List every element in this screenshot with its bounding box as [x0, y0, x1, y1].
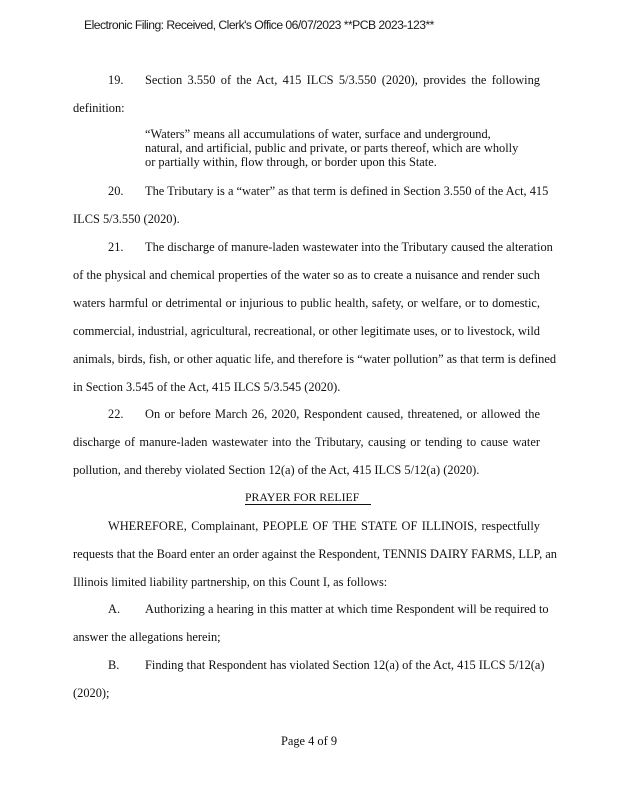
item-b-line-2: (2020);	[73, 686, 110, 700]
paragraph-20-line-1: The Tributary is a “water” as that term is defined in Section 3.550 of the Act, 415	[145, 184, 549, 198]
item-letter-b: B.	[108, 658, 120, 672]
paragraph-19-line-1: Section 3.550 of the Act, 415 ILCS 5/3.550 (2020), provides the following	[145, 73, 540, 87]
paragraph-21-line-6: in Section 3.545 of the Act, 415 ILCS 5/3.545 (2020).	[73, 380, 341, 394]
prayer-line-2: requests that the Board enter an order against the Respondent, TENNIS DAIRY FARMS, LLP, an	[73, 547, 557, 561]
paragraph-21-line-4: commercial, industrial, agricultural, recreational, or other legitimate uses, or to livestock, wild	[73, 324, 540, 338]
paragraph-number-20: 20.	[108, 184, 124, 198]
item-a-line-2: answer the allegations herein;	[73, 630, 221, 644]
paragraph-21-line-2: of the physical and chemical properties of the water so as to create a nuisance and render such	[73, 268, 540, 282]
block-quote-line-1: “Waters” means all accumulations of water, surface and underground,	[145, 127, 491, 141]
prayer-for-relief-heading	[245, 490, 371, 505]
block-quote-line-2: natural, and artificial, public and private, or parts thereof, which are wholly	[145, 141, 519, 155]
item-a-line-1: Authorizing a hearing in this matter at which time Respondent will be required to	[145, 602, 549, 616]
prayer-line-3: Illinois limited liability partnership, on this Count I, as follows:	[73, 575, 388, 589]
item-b-line-1: Finding that Respondent has violated Section 12(a) of the Act, 415 ILCS 5/12(a)	[145, 658, 545, 672]
paragraph-22-line-2: discharge of manure-laden wastewater into the Tributary, causing or tending to cause water	[73, 435, 540, 449]
paragraph-number-22: 22.	[108, 407, 124, 421]
item-letter-a: A.	[108, 602, 121, 616]
prayer-line-1: WHEREFORE, Complainant, PEOPLE OF THE STATE OF ILLINOIS, respectfully	[108, 519, 540, 533]
paragraph-20-line-2: ILCS 5/3.550 (2020).	[73, 212, 180, 226]
paragraph-number-19: 19.	[108, 73, 124, 87]
paragraph-21-line-1: The discharge of manure-laden wastewater into the Tributary caused the alteration	[145, 240, 553, 254]
paragraph-number-21: 21.	[108, 240, 124, 254]
paragraph-22-line-1: On or before March 26, 2020, Respondent caused, threatened, or allowed the	[145, 407, 540, 421]
paragraph-19-line-2: definition:	[73, 101, 125, 115]
page-number-footer: Page 4 of 9	[280, 734, 338, 748]
paragraph-22-line-3: pollution, and thereby violated Section 12(a) of the Act, 415 ILCS 5/12(a) (2020).	[73, 463, 480, 477]
paragraph-21-line-5: animals, birds, fish, or other aquatic life, and therefore is “water pollution” as that term is defined	[73, 352, 557, 366]
paragraph-21-line-3: waters harmful or detrimental or injurious to public health, safety, or welfare, or to domestic,	[73, 296, 540, 310]
electronic-filing-header: Electronic Filing: Received, Clerk's Office 06/07/2023 **PCB 2023-123**	[84, 18, 434, 32]
block-quote-line-3: or partially within, flow through, or border upon this State.	[145, 155, 437, 169]
prayer-heading-text: PRAYER FOR RELIEF	[245, 490, 360, 504]
